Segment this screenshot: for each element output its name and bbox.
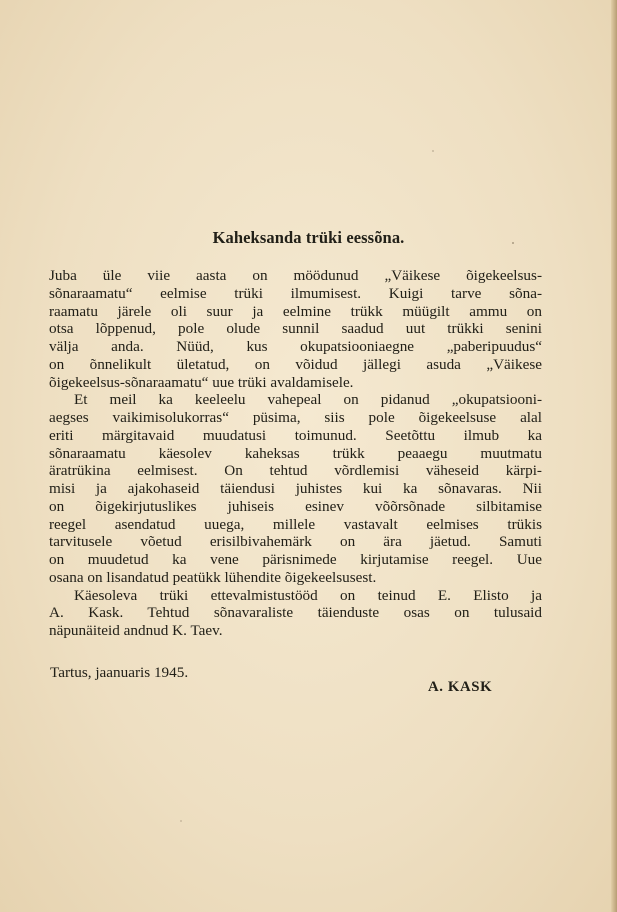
preface-title: Kaheksanda trüki eessõna. [212, 228, 405, 247]
body-line: tarvitusele võetud erisilbivahemärk on ära jäetud. Samuti [49, 533, 542, 551]
page-edge-shadow [611, 0, 617, 912]
body-line: sõnaraamatu käesolev kaheksas trükk peaaegu muutmatu [49, 444, 542, 462]
body-line: on muudetud ka vene pärisnimede kirjutamise reegel. Uue [49, 551, 542, 568]
body-line: äratrükina eelmisest. On tehtud võrdlemisi väheseid kärpi- [49, 462, 542, 480]
body-line: välja anda. Nüüd, kus okupatsiooniaegne „paberipuudus“ [49, 338, 542, 355]
body-line: Käesoleva trüki ettevalmistustööd on teinud E. Elisto ja [74, 586, 542, 604]
body-line: otsa lõppenud, pole olude sunnil saadud uut trükki senini [49, 320, 542, 338]
body-line: aegses vaikimisolukorras“ püsima, siis pole õigekeelsuse alal [49, 409, 542, 426]
body-line: sõnaraamatu“ eelmise trüki ilmumisest. Kuigi tarve sõna- [49, 284, 542, 302]
body-line: Juba üle viie aasta on möödunud „Väikese õigekeelsus- [49, 267, 542, 284]
body-line: osana on lisandatud peatükk lühendite õigekeelsusest. [49, 568, 377, 586]
place-date: Tartus, jaanuaris 1945. [50, 664, 189, 681]
preface-body [49, 267, 542, 640]
body-line: Et meil ka keeleelu vahepeal on pidanud „okupatsiooni- [74, 391, 542, 409]
body-line: on õigekirjutuslikes juhiseis esinev võõrsõnade silbitamise [49, 497, 542, 515]
body-line: misi ja ajakohaseid täiendusi juhistes kui ka sõnavaras. Nii [49, 480, 542, 497]
body-line: raamatu järele oli suur ja eelmine trükk müügilt ammu on [49, 302, 542, 320]
paper-speck [512, 242, 514, 244]
author-signature: A. KASK [428, 679, 493, 695]
body-line: reegel asendatud uuega, millele vastavalt eelmises trükis [49, 515, 542, 533]
body-line: on õnnelikult ületatud, on võidud jällegi asuda „Väikese [49, 355, 542, 373]
paper-speck [432, 150, 434, 152]
body-line: õigekeelsus-sõnaraamatu“ uue trüki avaldamisele. [49, 373, 354, 391]
body-line: eriti märgitavaid muudatusi toimunud. Seetõttu ilmub ka [49, 426, 542, 444]
paper-speck [180, 820, 182, 822]
body-line: A. Kask. Tehtud sõnavaraliste täienduste osas on tulusaid [49, 604, 542, 622]
body-line: näpunäiteid andnud K. Taev. [49, 622, 223, 639]
